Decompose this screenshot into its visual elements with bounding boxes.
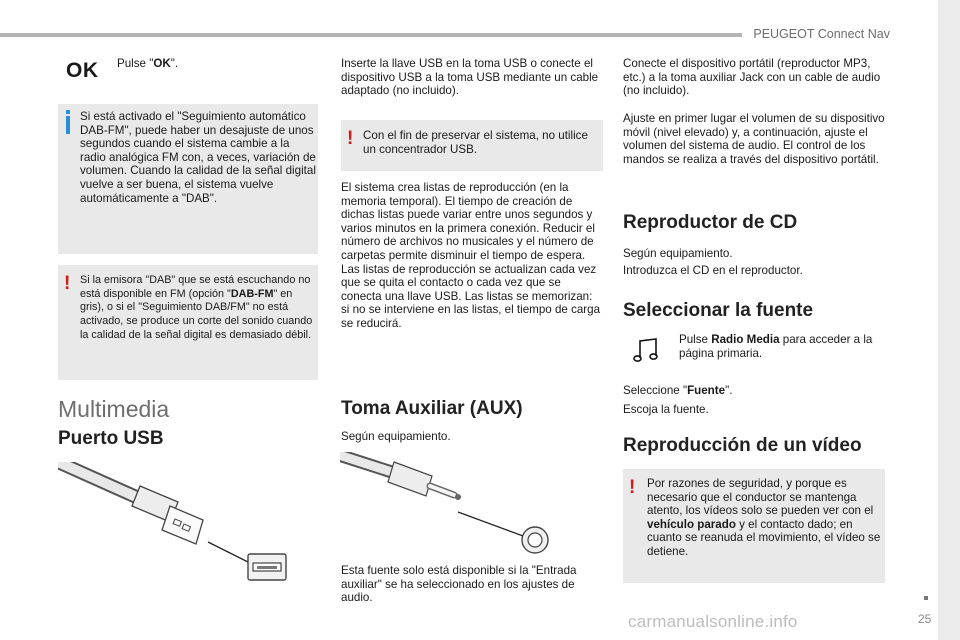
- info-icon: [64, 110, 72, 134]
- ok-instruction: Pulse "OK".: [117, 57, 179, 70]
- usb-intro: Inserte la llave USB en la toma USB o conecte el dispositivo USB a la toma USB mediante un cable adaptado (no incluido).: [341, 57, 599, 98]
- page-dot: [924, 596, 928, 600]
- usb-warning-box: [341, 120, 603, 171]
- choose-source: Escoja la fuente.: [623, 403, 709, 416]
- video-warning-text: Por razones de seguridad, y porque es necesario que el conductor se mantenga atento, los vídeos solo se pueden ver con el vehículo parado y el contacto dado; en cuanto se reanuda el movimiento, el vídeo se detiene.: [647, 477, 881, 558]
- usb-heading: Puerto USB: [58, 428, 164, 449]
- aux-socket-icon: [522, 527, 548, 553]
- jack-plug-icon: [342, 456, 461, 500]
- info-text: Si está activado el "Seguimiento automático DAB-FM", puede haber un desajuste de unos segundos cuando el sistema cambie a la radio analógica FM con, a veces, variación de volumen. Cuando la calidad de la señal digital vuelve a ser buena, el sistema vuelve automáticamente a "DAB".: [80, 110, 316, 205]
- usb-port-icon: [248, 554, 286, 580]
- aux-heading: Toma Auxiliar (AUX): [341, 398, 523, 419]
- usb-illustration: [58, 462, 298, 587]
- cd-insert: Introduzca el CD en el reproductor.: [623, 264, 803, 277]
- video-heading: Reproducción de un vídeo: [623, 435, 862, 456]
- video-warning-box: [623, 469, 885, 583]
- side-tab: [938, 0, 960, 640]
- warning-icon: !: [347, 128, 354, 149]
- source-press: Pulse Radio Media para acceder a la página primaria.: [679, 333, 873, 360]
- warning-box: [58, 265, 318, 380]
- playlist-text: El sistema crea listas de reproducción (en la memoria temporal). El tiempo de creación de dichas listas puede variar entre unos segundos y varios minutos en la primera conexión. Reducir el número de archivos no musicales y el número de carpetas permite disminuir el tiempo de espera. Las listas de reproducción se actualizan cada vez que se quita el contacto o cada vez que se conecta una llave USB. Las listas se memorizan: si no se interviene en las listas, el tiempo de carga se reducirá.: [341, 181, 601, 330]
- header-title: PEUGEOT Connect Nav: [753, 27, 890, 41]
- connect-text: Conecte el dispositivo portátil (reproductor MP3, etc.) a la toma auxiliar Jack con un cable de audio (no incluido).: [623, 57, 881, 98]
- cd-heading: Reproductor de CD: [623, 212, 798, 233]
- usb-plug-icon: [58, 462, 203, 544]
- warning-text: Si la emisora "DAB" que se está escuchando no está disponible en FM (opción "DAB-FM" en gris), o si el "Seguimiento DAB/FM" no está activado, se produce un corte del sonido cuando la calidad de la señal digital es demasiado débil.: [80, 274, 313, 341]
- section-title: Multimedia: [58, 396, 170, 422]
- music-note-icon: [632, 336, 660, 364]
- source-heading: Seleccionar la fuente: [623, 300, 814, 321]
- aux-note: Esta fuente solo está disponible si la "Entrada auxiliar" se ha seleccionado en los ajustes de audio.: [341, 564, 577, 605]
- usb-warning-text: Con el fin de preservar el sistema, no utilice un concentrador USB.: [363, 129, 588, 156]
- ok-icon: OK: [66, 59, 99, 82]
- aux-illustration: [340, 452, 552, 556]
- aux-equipment: Según equipamiento.: [341, 430, 451, 443]
- select-source: Seleccione "Fuente".: [623, 384, 733, 397]
- cd-equipment: Según equipamiento.: [623, 247, 733, 260]
- watermark: carmanualsonline.info: [628, 612, 798, 631]
- info-box: [58, 104, 318, 254]
- warning-icon: !: [629, 477, 636, 498]
- header-rule: [0, 33, 742, 37]
- volume-text: Ajuste en primer lugar el volumen de su dispositivo móvil (nivel elevado) y, a continuación, ajuste el volumen del sistema de audio. El control de los mandos se realiza a través del dispositivo portátil.: [623, 112, 885, 166]
- warning-icon: !: [64, 273, 71, 294]
- page-number: 25: [918, 612, 932, 626]
